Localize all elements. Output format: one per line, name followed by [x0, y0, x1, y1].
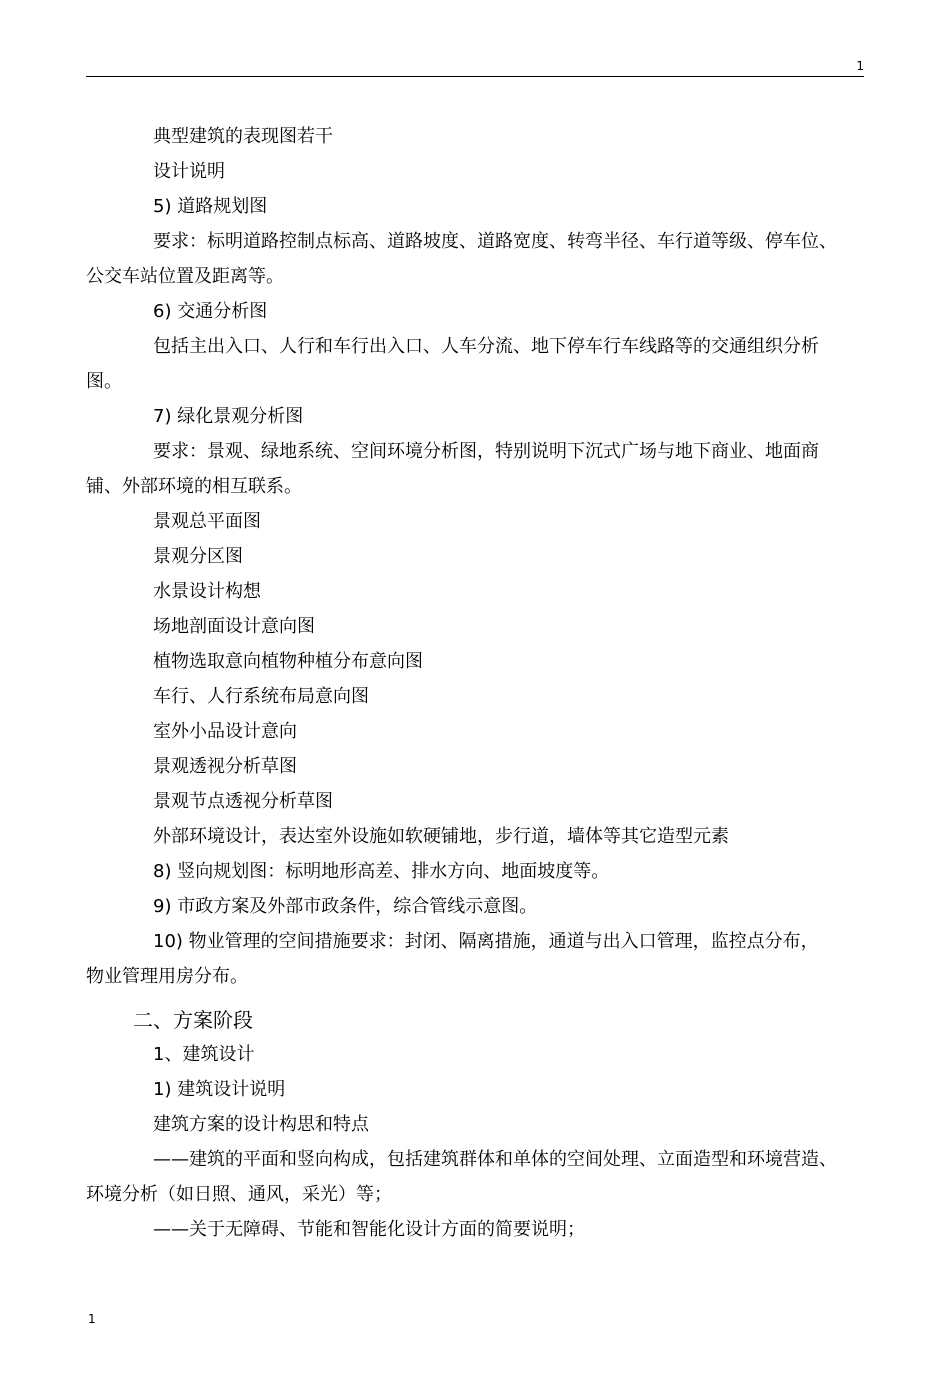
section-item: 8) 竖向规划图：标明地形高差、排水方向、地面坡度等。 [153, 861, 610, 882]
section-item: 6) 交通分析图 [153, 301, 268, 322]
section-heading: 二、方案阶段 [133, 1008, 253, 1032]
header-page-number: 1 [856, 59, 864, 73]
section-item: 7) 绿化景观分析图 [153, 406, 304, 427]
list-item: 车行、人行系统布局意向图 [153, 686, 369, 707]
section-item: 10) 物业管理的空间措施要求：封闭、隔离措施，通道与出入口管理，监控点分布， [153, 931, 819, 952]
header-divider [86, 76, 864, 77]
paragraph-continuation: 物业管理用房分布。 [86, 966, 248, 987]
list-item: 室外小品设计意向 [153, 721, 297, 742]
paragraph: 要求：景观、绿地系统、空间环境分析图，特别说明下沉式广场与地下商业、地面商 [153, 441, 819, 462]
list-item: 景观节点透视分析草图 [153, 791, 333, 812]
list-item: 景观透视分析草图 [153, 756, 297, 777]
paragraph: 建筑方案的设计构思和特点 [153, 1114, 369, 1135]
section-item: 5) 道路规划图 [153, 196, 268, 217]
paragraph: 要求：标明道路控制点标高、道路坡度、道路宽度、转弯半径、车行道等级、停车位、 [153, 231, 837, 252]
paragraph-continuation: 铺、外部环境的相互联系。 [86, 476, 302, 497]
paragraph-continuation: 公交车站位置及距离等。 [86, 266, 284, 287]
list-item: 景观总平面图 [153, 511, 261, 532]
list-item: 植物选取意向植物种植分布意向图 [153, 651, 423, 672]
subsection-heading: 1、建筑设计 [153, 1044, 255, 1065]
section-item: 9) 市政方案及外部市政条件，综合管线示意图。 [153, 896, 538, 917]
paragraph: ——建筑的平面和竖向构成，包括建筑群体和单体的空间处理、立面造型和环境营造、 [153, 1149, 837, 1170]
paragraph-continuation: 图。 [86, 371, 122, 392]
footer-page-number: 1 [88, 1312, 96, 1326]
paragraph: 设计说明 [153, 161, 225, 182]
section-item: 1) 建筑设计说明 [153, 1079, 286, 1100]
document-body [86, 119, 876, 1247]
list-item: 外部环境设计，表达室外设施如软硬铺地，步行道，墙体等其它造型元素 [153, 826, 729, 847]
paragraph: 典型建筑的表现图若干 [153, 126, 333, 147]
paragraph-continuation: 环境分析（如日照、通风，采光）等； [86, 1184, 392, 1205]
list-item: 水景设计构想 [153, 581, 261, 602]
paragraph: 包括主出入口、人行和车行出入口、人车分流、地下停车行车线路等的交通组织分析 [153, 336, 819, 357]
paragraph: ——关于无障碍、节能和智能化设计方面的简要说明； [153, 1219, 585, 1240]
list-item: 景观分区图 [153, 546, 243, 567]
list-item: 场地剖面设计意向图 [153, 616, 315, 637]
